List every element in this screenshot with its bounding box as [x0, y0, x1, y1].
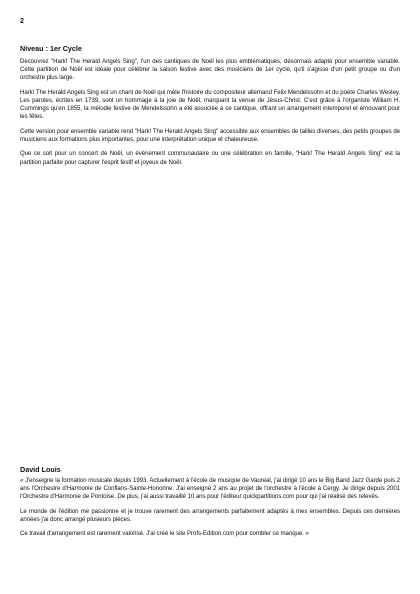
- author-bio-paragraph: « J'enseigne la formation musicale depuis 1993. Actuellement à l'école de musique de Vaureal, j'ai dirigé 10 ans le Big Band Jazz Garde puis 2 ans l'Orchestre d'Harmonie de Conflans-Sainte-Honorine. J'ai enseigné 2 ans au projet de l'orchestre à l'école à Cergy. Je dirige depuis 2001 l'Orchestre d'Harmonie de Pontoise. De plus, j'ai aussi travaillé 10 ans pour l'éditeur quickpartitions.com pour qui j'ai réalisé des relevés.: [20, 477, 400, 501]
- description-block: [20, 58, 400, 173]
- description-paragraph: Hark! The Herald Angels Sing est un chant de Noël qui mêle l'histoire du compositeur allemand Felix Mendelssohn et du poète Charles Wesley. Les paroles, écrites en 1739, sont un hommage à la joie de Noël, marquant la venue de Jésus-Christ. C'est grâce à l'organiste William H. Cummings qu'en 1855, la mélodie festive de Mendelssohn a été associée à ce cantique, offrant un arrangement intemporel et émouvant pour les fêtes.: [20, 88, 400, 121]
- author-heading: David Louis: [20, 465, 61, 474]
- description-paragraph: Que ce soit pour un concert de Noël, un événement communautaire ou une célébration en famille, "Hark! The Herald Angels Sing" est la partition parfaite pour capturer l'esprit festif et joyeux de Noël.: [20, 150, 400, 166]
- description-paragraph: Decouvrez "Hark! The Herald Angels Sing", l'un des cantiques de Noël les plus emblématiques, désormais adapté pour ensemble variable. Cette partition de Noël est idéale pour célébrer la saison festive avec des musiciens de 1er cycle, qu'il s'agisse d'un petit groupe ou d'un orchestre plus large.: [20, 58, 400, 82]
- description-paragraph: Cette version pour ensemble variable rend "Hark! The Herald Angels Sing" accessible aux ensembles de tailles diverses, des petits groupes de musiciens aux formations plus importantes, pour une interprétation unique et chaleureuse.: [20, 127, 400, 143]
- author-bio-block: [20, 477, 400, 545]
- author-bio-paragraph: Ce travail d'arrangement est rarement valorisé. J'ai créé le site Profs-Edition.com pour combler ce manque. »: [20, 530, 309, 538]
- author-bio-paragraph: Le monde de l'édition me passionne et je trouve rarement des arrangements parfaitement adaptés à mes ensembles. Depuis ces dernières années j'ai donc arrangé plusieurs pièces.: [20, 507, 400, 523]
- section-heading-level: Niveau : 1er Cycle: [20, 44, 82, 53]
- page-number: 2: [20, 18, 24, 25]
